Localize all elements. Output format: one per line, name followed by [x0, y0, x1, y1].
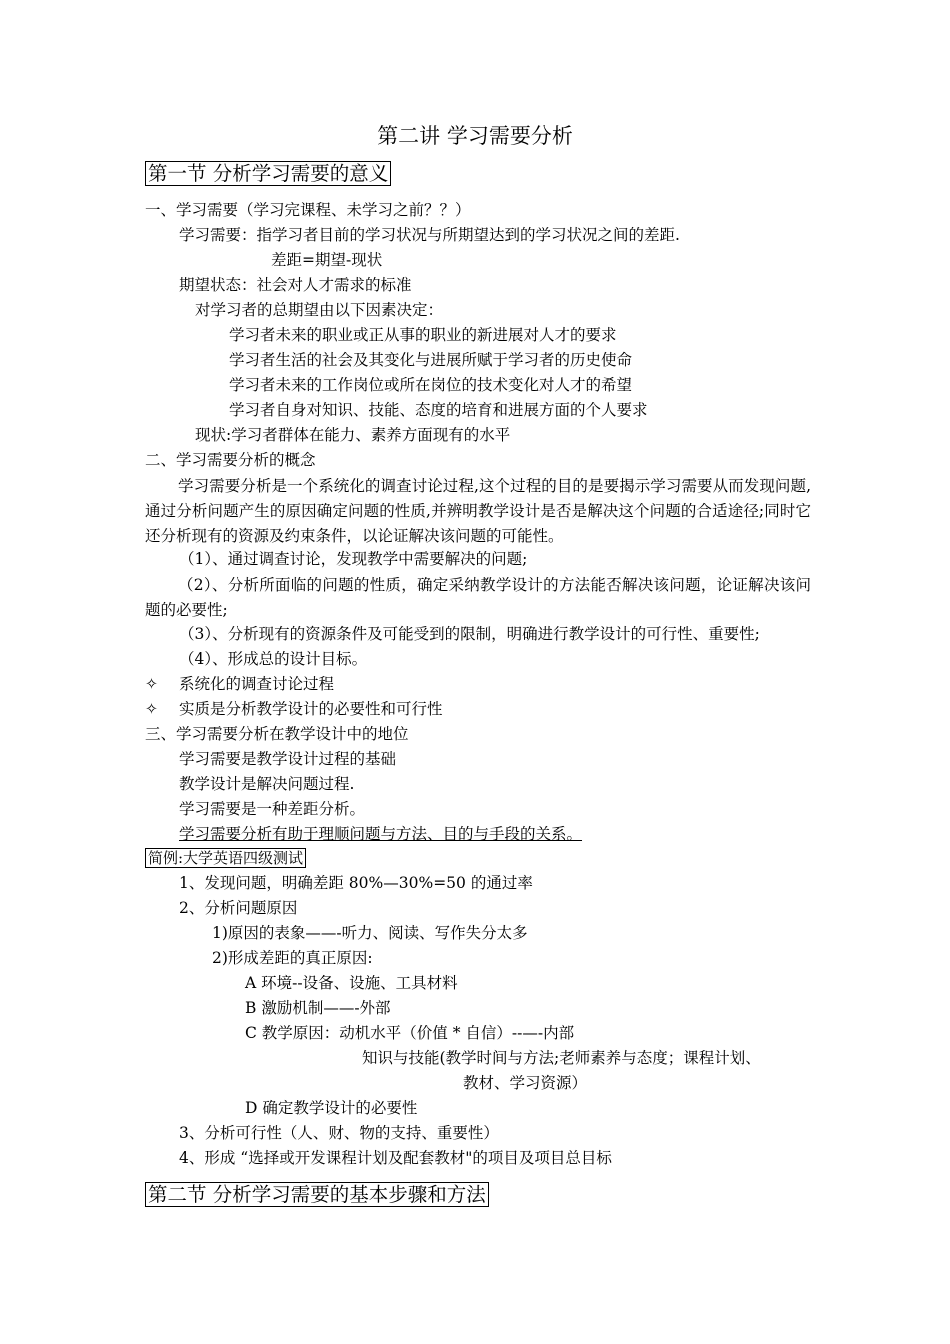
role-item: 教学设计是解决问题过程.: [179, 775, 355, 793]
diamond-bullet-icon: ✧: [145, 675, 158, 693]
cause-root: 2)形成差距的真正原因:: [212, 949, 373, 967]
section-2-heading: 第二节 分析学习需要的基本步骤和方法: [145, 1182, 489, 1207]
bullet-text: 实质是分析教学设计的必要性和可行性: [179, 700, 443, 718]
factor-item: 学习者未来的职业或正从事的职业的新进展对人才的要求: [229, 326, 617, 344]
section-1-heading: 第一节 分析学习需要的意义: [145, 161, 391, 186]
role-item: 学习需要是一种差距分析。: [179, 800, 366, 818]
factor-item: 学习者生活的社会及其变化与进展所赋于学习者的历史使命: [229, 351, 633, 369]
cause-c: C 教学原因：动机水平（价值 * 自信）--—-内部: [245, 1024, 575, 1042]
example-label: 简例:大学英语四级测试: [145, 848, 306, 868]
cause-surface: 1)原因的表象——-听力、阅读、写作失分太多: [212, 924, 528, 942]
concept-paragraph: 学习需要分析是一个系统化的调查讨论过程,这个过程的目的是要揭示学习需要从而发现问题,通过分析问题产生的原因确定问题的性质,并辨明教学设计是否是解决这个问题的合适途径;同时它还分析现有的资源及约束条件，以论证解决该问题的可能性。: [145, 477, 811, 545]
definition-line: 学习需要：指学习者目前的学习状况与所期望达到的学习状况之间的差距.: [179, 226, 680, 244]
step-item: （1）、通过调查讨论，发现教学中需要解决的问题;: [179, 550, 528, 568]
part-1-heading: 一、学习需要（学习完课程、未学习之前？？）: [145, 201, 471, 219]
factor-item: 学习者未来的工作岗位或所在岗位的技术变化对人才的希望: [229, 376, 633, 394]
diamond-bullet-icon: ✧: [145, 700, 158, 718]
page-title: 第二讲 学习需要分析: [377, 124, 573, 148]
step-item: （2）、分析所面临的问题的性质，确定采纳教学设计的方法能否解决该问题，论证解决该问题的必要性;: [145, 576, 811, 619]
expectation-intro: 对学习者的总期望由以下因素决定：: [195, 301, 444, 319]
example-step-3: 3、分析可行性（人、财、物的支持、重要性）: [179, 1124, 499, 1142]
current-status: 现状:学习者群体在能力、素养方面现有的水平: [195, 426, 511, 444]
cause-b: B 激励机制——-外部: [245, 999, 391, 1017]
bullet-item: [145, 675, 334, 694]
bullet-item: [145, 700, 443, 719]
part-3-heading: 三、学习需要分析在教学设计中的地位: [145, 725, 409, 743]
example-step-4: 4、形成 “选择或开发课程计划及配套教材"的项目及项目总目标: [179, 1149, 612, 1167]
cause-c-detail: 知识与技能(教学时间与方法;老师素养与态度；课程计划、: [362, 1049, 761, 1067]
gap-formula: 差距=期望-现状: [271, 251, 383, 269]
bullet-text: 系统化的调查讨论过程: [179, 675, 335, 693]
role-item: 学习需要是教学设计过程的基础: [179, 750, 397, 768]
example-step-1: 1、发现问题，明确差距 80%—30%=50 的通过率: [179, 874, 533, 892]
cause-a: A 环境--设备、设施、工具材料: [245, 974, 458, 992]
step-item: （4）、形成总的设计目标。: [179, 650, 368, 668]
cause-d: D 确定教学设计的必要性: [245, 1099, 418, 1117]
cause-c-detail-cont: 教材、学习资源）: [463, 1074, 588, 1092]
part-2-heading: 二、学习需要分析的概念: [145, 451, 316, 469]
example-step-2: 2、分析问题原因: [179, 899, 298, 917]
expected-state: 期望状态：社会对人才需求的标准: [179, 276, 412, 294]
role-item-underlined: 学习需要分析有助于理顺问题与方法、目的与手段的关系。: [179, 825, 583, 843]
factor-item: 学习者自身对知识、技能、态度的培育和进展方面的个人要求: [229, 401, 648, 419]
step-item: （3）、分析现有的资源条件及可能受到的限制，明确进行教学设计的可行性、重要性;: [179, 625, 760, 643]
